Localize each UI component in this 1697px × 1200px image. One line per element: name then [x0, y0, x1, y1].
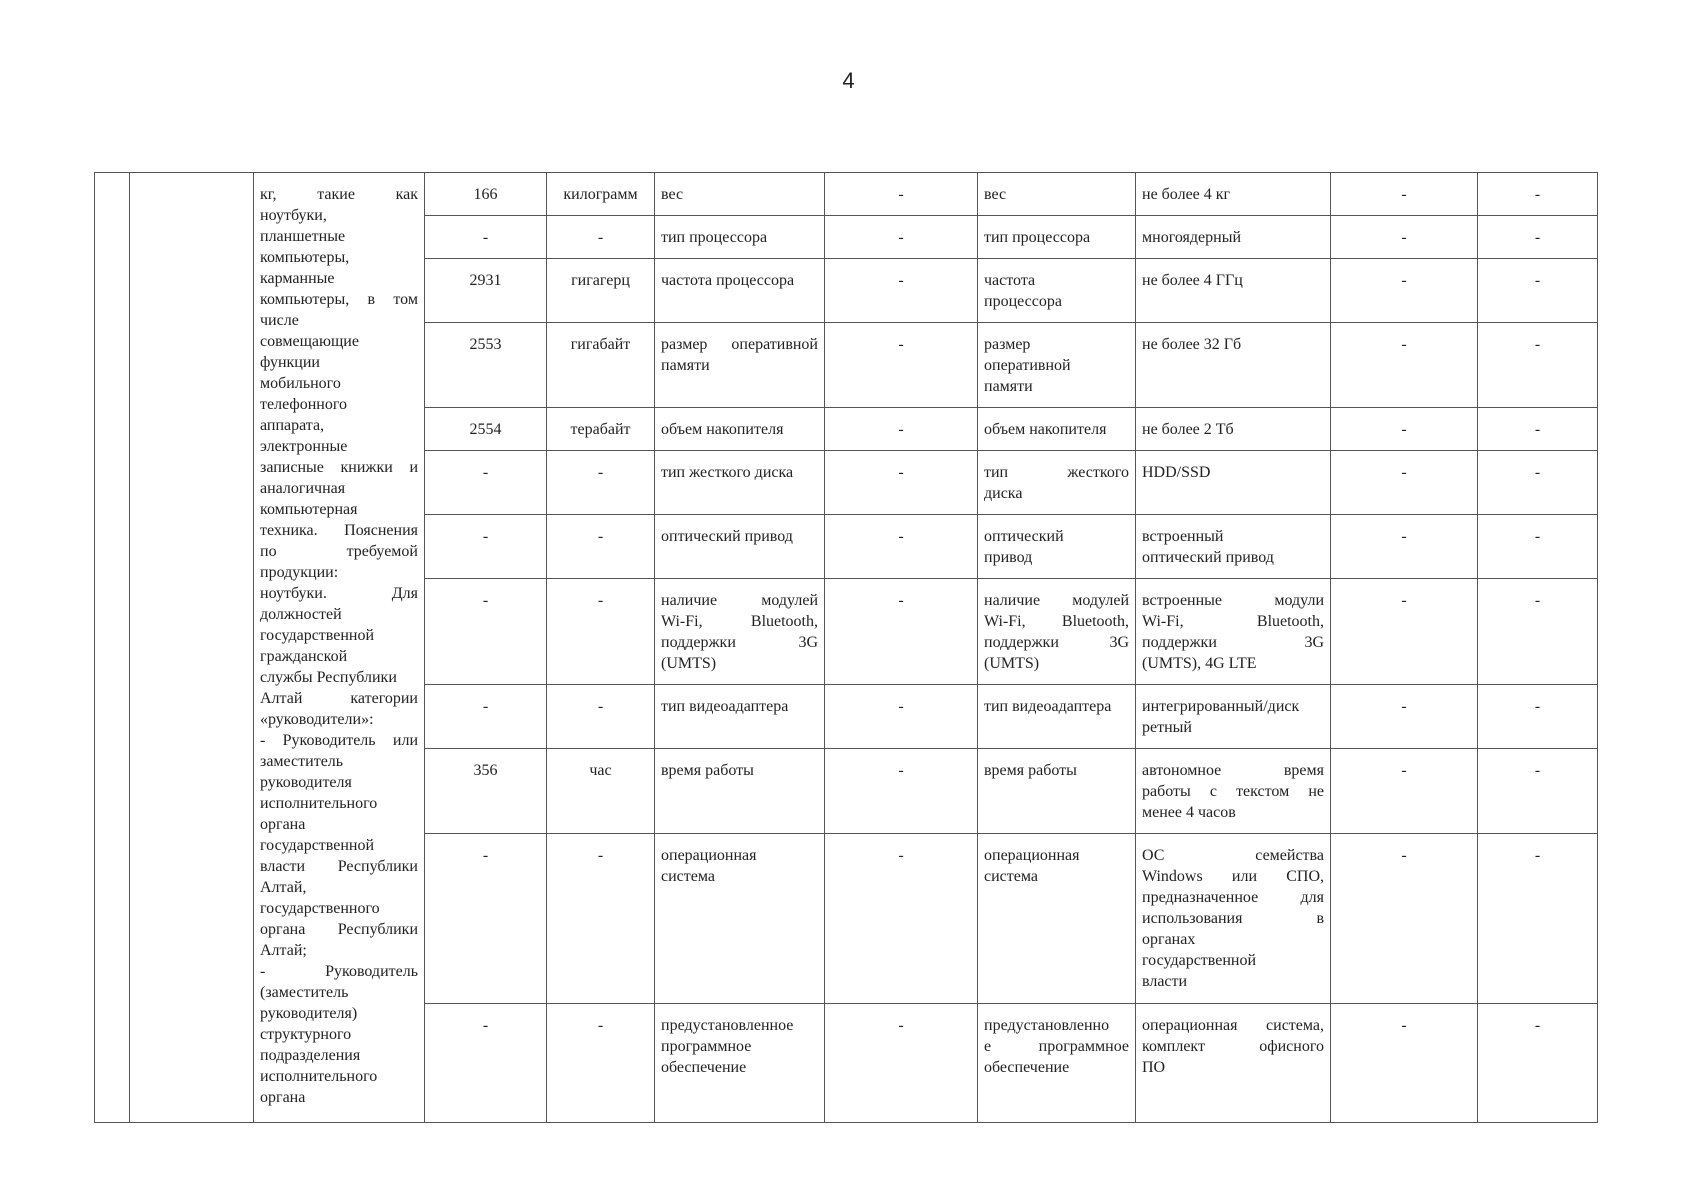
- extra2-cell: -: [1478, 834, 1598, 1004]
- text-line: тип жесткого: [984, 464, 1129, 481]
- number-cell: [95, 173, 130, 1123]
- text-line: по требуемой: [260, 543, 418, 560]
- unit-cell: -: [547, 685, 655, 749]
- requirement-cell: [1136, 579, 1331, 685]
- requirement-cell: [1136, 685, 1331, 749]
- characteristic-cell: [655, 216, 825, 259]
- text-line: (UMTS): [984, 655, 1040, 672]
- text-line: числе: [260, 312, 299, 329]
- requirement-cell: [1136, 749, 1331, 834]
- table-row: [95, 173, 1598, 216]
- value-cell: -: [825, 216, 978, 259]
- extra2-cell: -: [1478, 515, 1598, 579]
- extra2-cell: -: [1478, 173, 1598, 216]
- extra2-cell: -: [1478, 323, 1598, 408]
- unit-cell: килограмм: [547, 173, 655, 216]
- text-line: работы с текстом не: [1142, 783, 1324, 800]
- unit-cell: -: [547, 834, 655, 1004]
- text-line: процессора: [984, 293, 1062, 310]
- text-line: е программное: [984, 1038, 1129, 1055]
- requirement-cell: [1136, 834, 1331, 1004]
- extra1-cell: -: [1331, 408, 1478, 451]
- text-line: органа: [260, 1089, 306, 1106]
- text-line: власти: [1142, 973, 1188, 990]
- text-line: Wi-Fi, Bluetooth,: [1142, 613, 1324, 630]
- text-line: компьютеры, в том: [260, 291, 418, 308]
- text-line: использования в: [1142, 910, 1324, 927]
- value-cell: -: [825, 515, 978, 579]
- extra2-cell: -: [1478, 408, 1598, 451]
- extra2-cell: -: [1478, 685, 1598, 749]
- text-line: продукции:: [260, 564, 339, 581]
- text-line: частота процессора: [661, 272, 795, 289]
- unit-cell: -: [547, 579, 655, 685]
- text-line: органа Республики: [260, 921, 418, 938]
- extra1-cell: -: [1331, 515, 1478, 579]
- okei-code-cell: 2553: [425, 323, 547, 408]
- characteristic2-cell: [978, 685, 1136, 749]
- extra1-cell: -: [1331, 259, 1478, 323]
- extra2-cell: -: [1478, 749, 1598, 834]
- text-line: должностей: [260, 606, 342, 623]
- characteristic-cell: [655, 451, 825, 515]
- text-line: телефонного: [260, 396, 348, 413]
- text-line: операционная система,: [1142, 1017, 1324, 1034]
- text-line: техника. Пояснения: [260, 522, 418, 539]
- text-line: аппарата,: [260, 417, 325, 434]
- text-line: объем накопителя: [984, 421, 1107, 438]
- text-line: обеспечение: [661, 1059, 747, 1076]
- text-line: наличие модулей: [984, 592, 1129, 609]
- text-line: памяти: [984, 378, 1033, 395]
- characteristic2-cell: [978, 408, 1136, 451]
- requirement-cell: [1136, 451, 1331, 515]
- characteristic2-cell: [978, 1004, 1136, 1123]
- requirement-cell: [1136, 173, 1331, 216]
- text-line: - Руководитель или: [260, 732, 418, 749]
- value-cell: -: [825, 685, 978, 749]
- text-line: комплект офисного: [1142, 1038, 1324, 1055]
- text-line: органа: [260, 816, 306, 833]
- text-line: ОС семейства: [1142, 847, 1324, 864]
- text-line: тип процессора: [984, 229, 1091, 246]
- text-line: компьютеры,: [260, 249, 350, 266]
- text-line: службы Республики: [260, 669, 397, 686]
- specification-table: [94, 172, 1598, 1123]
- okei-code-cell: -: [425, 216, 547, 259]
- description-cell: [254, 173, 425, 1123]
- extra1-cell: -: [1331, 173, 1478, 216]
- characteristic-cell: [655, 323, 825, 408]
- text-line: тип видеоадаптера: [661, 698, 789, 715]
- unit-cell: -: [547, 1004, 655, 1123]
- text-line: карманные: [260, 270, 335, 287]
- extra1-cell: -: [1331, 834, 1478, 1004]
- text-line: обеспечение: [984, 1059, 1070, 1076]
- text-line: руководителя): [260, 1005, 358, 1022]
- okei-code-cell: -: [425, 451, 547, 515]
- text-line: Wi-Fi, Bluetooth,: [661, 613, 818, 630]
- text-line: заместитель: [260, 753, 344, 770]
- text-line: время работы: [984, 762, 1077, 779]
- text-line: Wi-Fi, Bluetooth,: [984, 613, 1129, 630]
- characteristic-cell: [655, 173, 825, 216]
- text-line: многоядерный: [1142, 229, 1242, 246]
- text-line: государственного: [260, 900, 380, 917]
- characteristic2-cell: [978, 749, 1136, 834]
- okei-code-cell: -: [425, 579, 547, 685]
- text-line: объем накопителя: [661, 421, 784, 438]
- text-line: кг, такие как: [260, 186, 418, 203]
- text-line: оптический привод: [661, 528, 793, 545]
- requirement-cell: [1136, 216, 1331, 259]
- characteristic-cell: [655, 834, 825, 1004]
- unit-cell: гигабайт: [547, 323, 655, 408]
- text-line: тип жесткого диска: [661, 464, 794, 481]
- requirement-cell: [1136, 259, 1331, 323]
- text-line: ретный: [1142, 719, 1192, 736]
- text-line: предназначенное для: [1142, 889, 1324, 906]
- requirement-cell: [1136, 323, 1331, 408]
- text-line: диска: [984, 485, 1023, 502]
- text-line: аналогичная: [260, 480, 346, 497]
- okei-code-cell: -: [425, 1004, 547, 1123]
- text-line: «руководители»:: [260, 711, 374, 728]
- text-line: исполнительного: [260, 1068, 378, 1085]
- extra1-cell: -: [1331, 685, 1478, 749]
- text-line: ПО: [1142, 1059, 1166, 1076]
- characteristic-cell: [655, 685, 825, 749]
- text-line: функции: [260, 354, 320, 371]
- unit-cell: гигагерц: [547, 259, 655, 323]
- characteristic2-cell: [978, 579, 1136, 685]
- extra2-cell: -: [1478, 451, 1598, 515]
- page-number: 4: [842, 68, 855, 93]
- characteristic-cell: [655, 1004, 825, 1123]
- text-line: Алтай,: [260, 879, 307, 896]
- text-line: время работы: [661, 762, 754, 779]
- characteristic2-cell: [978, 323, 1136, 408]
- text-line: система: [661, 868, 715, 885]
- characteristic2-cell: [978, 515, 1136, 579]
- value-cell: -: [825, 323, 978, 408]
- text-line: вес: [984, 186, 1007, 203]
- characteristic-cell: [655, 749, 825, 834]
- text-line: государственной: [1142, 952, 1257, 969]
- text-line: размер: [984, 336, 1031, 353]
- value-cell: -: [825, 173, 978, 216]
- text-line: тип видеоадаптера: [984, 698, 1112, 715]
- okei-code-cell: 356: [425, 749, 547, 834]
- text-line: HDD/SSD: [1142, 464, 1211, 481]
- text-line: гражданской: [260, 648, 348, 665]
- text-line: оперативной: [984, 357, 1071, 374]
- requirement-cell: [1136, 408, 1331, 451]
- text-line: предустановленное: [661, 1017, 794, 1034]
- value-cell: -: [825, 451, 978, 515]
- text-line: не более 4 ГГц: [1142, 272, 1243, 289]
- text-line: не более 2 Тб: [1142, 421, 1234, 438]
- characteristic-cell: [655, 408, 825, 451]
- text-line: Windows или СПО,: [1142, 868, 1324, 885]
- text-line: Алтай;: [260, 942, 307, 959]
- extra2-cell: -: [1478, 579, 1598, 685]
- value-cell: -: [825, 259, 978, 323]
- unit-cell: -: [547, 216, 655, 259]
- okei-code-cell: -: [425, 685, 547, 749]
- text-line: тип процессора: [661, 229, 768, 246]
- code-cell: [130, 173, 254, 1123]
- text-line: (UMTS): [661, 655, 717, 672]
- text-line: наличие модулей: [661, 592, 818, 609]
- text-line: планшетные: [260, 228, 346, 245]
- unit-cell: -: [547, 515, 655, 579]
- text-line: электронные: [260, 438, 348, 455]
- extra2-cell: -: [1478, 216, 1598, 259]
- characteristic2-cell: [978, 259, 1136, 323]
- text-line: ноутбуки. Для: [260, 585, 418, 602]
- characteristic-cell: [655, 259, 825, 323]
- text-line: государственной: [260, 627, 375, 644]
- text-line: поддержки 3G: [1142, 634, 1324, 651]
- text-line: структурного: [260, 1026, 352, 1043]
- text-line: частота: [984, 272, 1036, 289]
- extra1-cell: -: [1331, 216, 1478, 259]
- text-line: совмещающие: [260, 333, 359, 350]
- text-line: власти Республики: [260, 858, 418, 875]
- text-line: операционная: [984, 847, 1080, 864]
- text-line: руководителя: [260, 774, 352, 791]
- text-line: оптический привод: [1142, 549, 1274, 566]
- text-line: записные книжки и: [260, 459, 418, 476]
- text-line: привод: [984, 549, 1033, 566]
- characteristic-cell: [655, 515, 825, 579]
- text-line: система: [984, 868, 1038, 885]
- text-line: органах: [1142, 931, 1196, 948]
- characteristic-cell: [655, 579, 825, 685]
- value-cell: -: [825, 1004, 978, 1123]
- text-line: размер оперативной: [661, 336, 818, 353]
- text-line: (заместитель: [260, 984, 349, 1001]
- extra1-cell: -: [1331, 749, 1478, 834]
- text-line: поддержки 3G: [984, 634, 1129, 651]
- extra1-cell: -: [1331, 1004, 1478, 1123]
- characteristic2-cell: [978, 173, 1136, 216]
- extra2-cell: -: [1478, 259, 1598, 323]
- text-line: мобильного: [260, 375, 341, 392]
- value-cell: -: [825, 408, 978, 451]
- characteristic2-cell: [978, 216, 1136, 259]
- text-line: исполнительного: [260, 795, 378, 812]
- text-line: встроенный: [1142, 528, 1224, 545]
- extra1-cell: -: [1331, 323, 1478, 408]
- okei-code-cell: 2554: [425, 408, 547, 451]
- value-cell: -: [825, 749, 978, 834]
- unit-cell: терабайт: [547, 408, 655, 451]
- text-line: не более 4 кг: [1142, 186, 1231, 203]
- value-cell: -: [825, 579, 978, 685]
- text-line: программное: [661, 1038, 752, 1055]
- text-line: менее 4 часов: [1142, 804, 1236, 821]
- unit-cell: час: [547, 749, 655, 834]
- text-line: предустановленно: [984, 1017, 1110, 1034]
- text-line: не более 32 Гб: [1142, 336, 1242, 353]
- extra1-cell: -: [1331, 579, 1478, 685]
- unit-cell: -: [547, 451, 655, 515]
- text-line: ноутбуки,: [260, 207, 327, 224]
- okei-code-cell: 166: [425, 173, 547, 216]
- requirement-cell: [1136, 515, 1331, 579]
- text-line: автономное время: [1142, 762, 1324, 779]
- text-line: операционная: [661, 847, 757, 864]
- text-line: - Руководитель: [260, 963, 418, 980]
- text-line: вес: [661, 186, 684, 203]
- text-line: интегрированный/диск: [1142, 698, 1300, 715]
- text-line: поддержки 3G: [661, 634, 818, 651]
- text-line: оптический: [984, 528, 1064, 545]
- text-line: компьютерная: [260, 501, 358, 518]
- okei-code-cell: 2931: [425, 259, 547, 323]
- okei-code-cell: -: [425, 515, 547, 579]
- requirement-cell: [1136, 1004, 1331, 1123]
- text-line: памяти: [661, 357, 710, 374]
- text-line: государственной: [260, 837, 375, 854]
- text-line: Алтай категории: [260, 690, 418, 707]
- characteristic2-cell: [978, 834, 1136, 1004]
- table-body: [95, 173, 1598, 1123]
- value-cell: -: [825, 834, 978, 1004]
- text-line: подразделения: [260, 1047, 361, 1064]
- text-line: (UMTS), 4G LTE: [1142, 655, 1257, 672]
- okei-code-cell: -: [425, 834, 547, 1004]
- characteristic2-cell: [978, 451, 1136, 515]
- extra1-cell: -: [1331, 451, 1478, 515]
- text-line: встроенные модули: [1142, 592, 1324, 609]
- extra2-cell: -: [1478, 1004, 1598, 1123]
